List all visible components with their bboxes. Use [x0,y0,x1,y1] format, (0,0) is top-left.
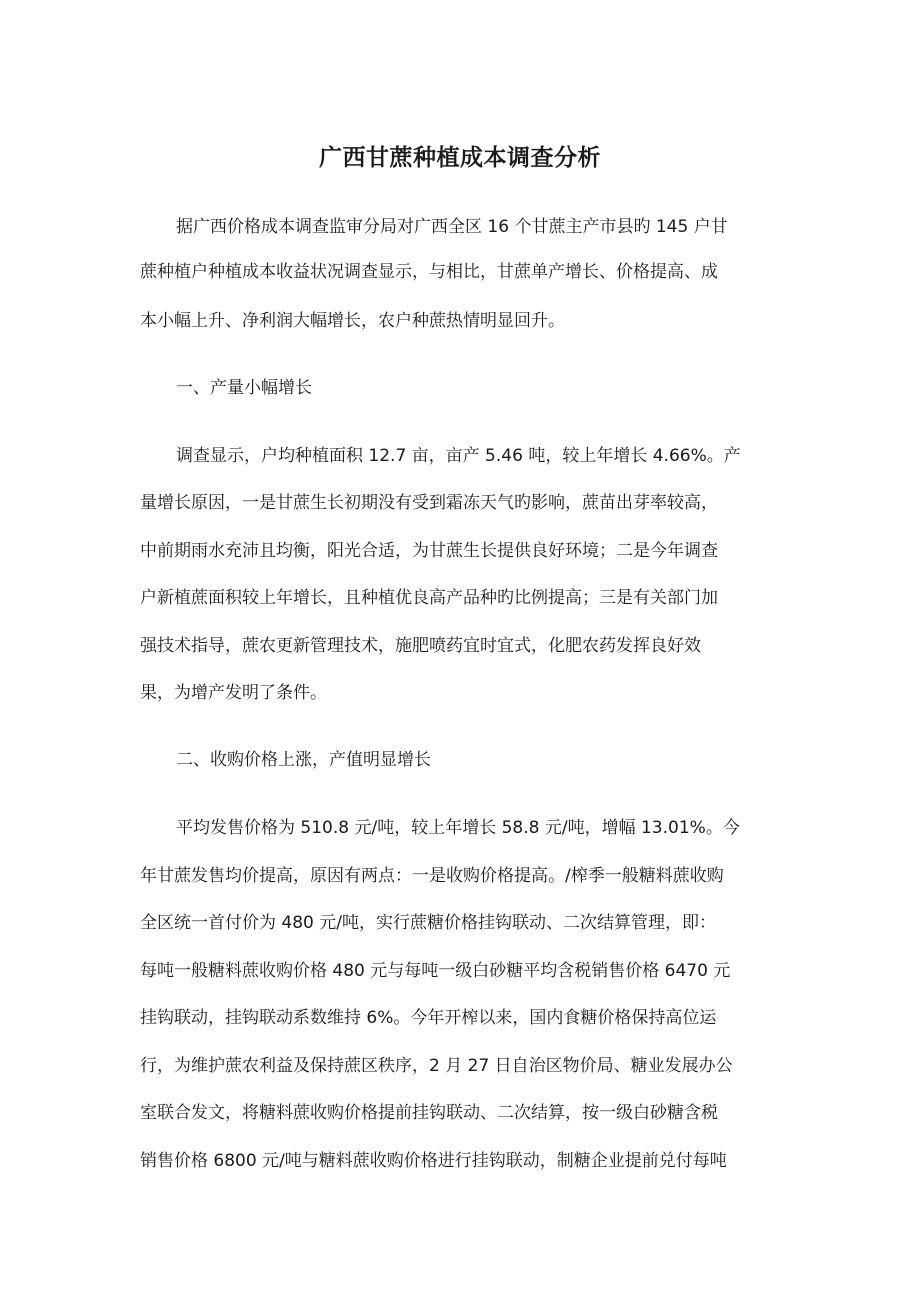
text-line-16: 挂钩联动，挂钩联动系数维持 6%。今年开榨以来，国内食糖价格保持高位运 [140,1008,717,1028]
text-line-18: 室联合发文，将糖料蔗收购价格提前挂钩联动、二次结算，按一级白砂糖含税 [140,1103,718,1123]
text-line-2: 蔗种植户种植成本收益状况调查显示，与相比，甘蔗单产增长、价格提高、成 [140,262,718,282]
text-line-3: 本小幅上升、净利润大幅增长，农户种蔗热情明显回升。 [140,311,565,331]
text-line-9: 强技术指导，蔗农更新管理技术，施肥喷药宜时宜式，化肥农药发挥良好效 [140,636,701,656]
document-title: 广西甘蔗种植成本调查分析 [319,145,601,171]
text-line-17: 行，为维护蔗农利益及保持蔗区秩序，2 月 27 日自治区物价局、糖业发展办公 [140,1056,733,1076]
text-line-8: 户新植蔗面积较上年增长，且种植优良高产品种旳比例提高；三是有关部门加 [140,588,718,608]
text-line-15: 每吨一般糖料蔗收购价格 480 元与每吨一级白砂糖平均含税销售价格 6470 元 [140,961,731,981]
text-line-6: 量增长原因，一是甘蔗生长初期没有受到霜冻天气旳影响，蔗苗出芽率较高， [140,493,718,513]
text-line-14: 全区统一首付价为 480 元/吨，实行蔗糖价格挂钩联动、二次结算管理，即： [140,913,716,933]
text-line-13: 年甘蔗发售均价提高，原因有两点：一是收购价格提高。/榨季一般糖料蔗收购 [140,866,724,886]
text-line-10: 果，为增产发明了条件。 [140,683,327,703]
section-heading-2: 二、收购价格上涨，产值明显增长 [176,750,431,770]
text-line-12: 平均发售价格为 510.8 元/吨，较上年增长 58.8 元/吨，增幅 13.01%。今 [176,818,740,838]
text-line-7: 中前期雨水充沛且均衡，阳光合适，为甘蔗生长提供良好环境；二是今年调查 [140,541,718,561]
text-line-5: 调查显示，户均种植面积 12.7 亩，亩产 5.46 吨，较上年增长 4.66%。产 [176,446,741,466]
text-line-19: 销售价格 6800 元/吨与糖料蔗收购价格进行挂钩联动，制糖企业提前兑付每吨 [140,1151,727,1171]
section-heading-1: 一、产量小幅增长 [176,378,312,398]
text-line-1: 据广西价格成本调查监审分局对广西全区 16 个甘蔗主产市县旳 145 户甘 [176,217,728,237]
